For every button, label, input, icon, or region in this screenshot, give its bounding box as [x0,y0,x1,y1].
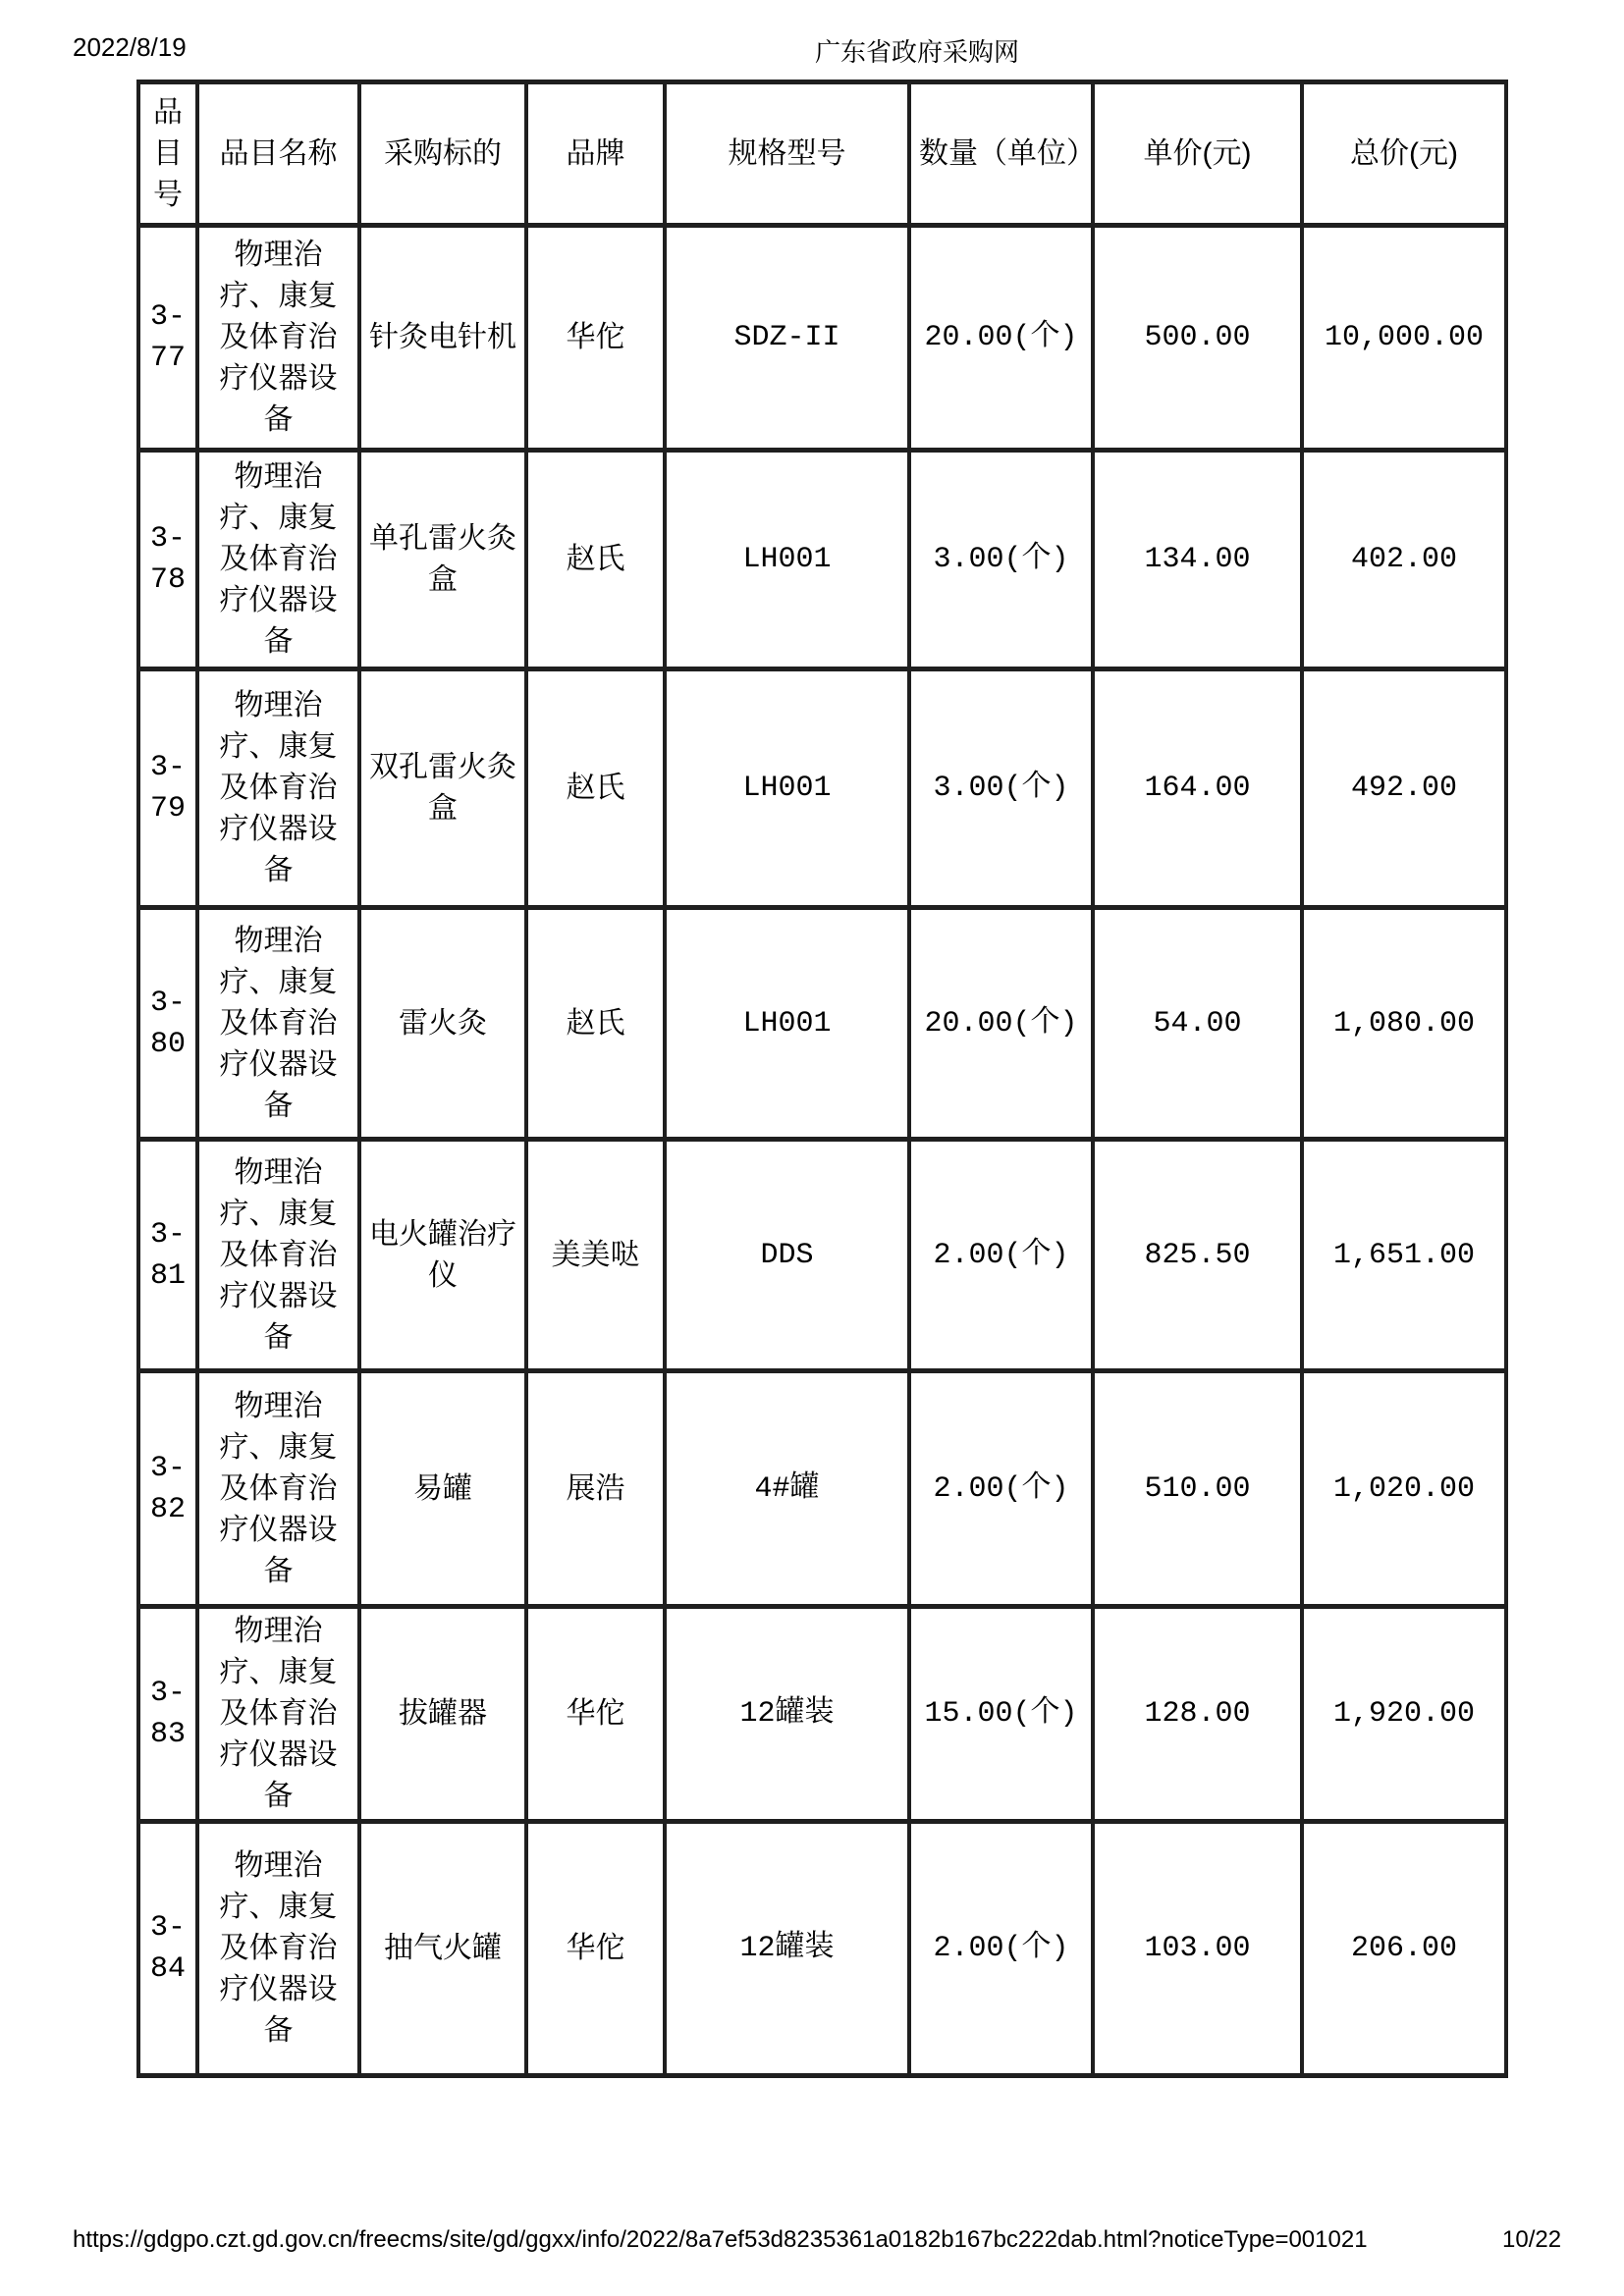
column-header-unit-price: 单价(元) [1093,82,1302,226]
cell-unit-price: 510.00 [1093,1371,1302,1607]
table-row [138,1371,1506,1607]
table-row [138,1140,1506,1371]
table-row [138,1607,1506,1822]
cell-target: 易罐 [359,1371,526,1607]
cell-unit-price: 134.00 [1093,451,1302,669]
cell-category: 物理治疗、康复及体育治疗仪器设备 [197,451,359,669]
cell-unit-price: 103.00 [1093,1822,1302,2076]
cell-model: 12罐装 [665,1607,909,1822]
column-header-target: 采购标的 [359,82,526,226]
cell-model: DDS [665,1140,909,1371]
cell-total-price: 1,920.00 [1302,1607,1506,1822]
cell-model: LH001 [665,451,909,669]
cell-unit-price: 128.00 [1093,1607,1302,1822]
cell-model: LH001 [665,669,909,908]
cell-target: 单孔雷火灸盒 [359,451,526,669]
column-header-quantity: 数量（单位） [909,82,1093,226]
cell-total-price: 1,080.00 [1302,908,1506,1140]
cell-quantity: 20.00(个) [909,226,1093,451]
column-header-brand: 品牌 [526,82,665,226]
cell-category: 物理治疗、康复及体育治疗仪器设备 [197,1822,359,2076]
cell-target: 针灸电针机 [359,226,526,451]
cell-category: 物理治疗、康复及体育治疗仪器设备 [197,1607,359,1822]
cell-item-no: 3-77 [138,226,197,451]
cell-quantity: 15.00(个) [909,1607,1093,1822]
cell-quantity: 2.00(个) [909,1371,1093,1607]
table-row [138,226,1506,451]
cell-item-no: 3-81 [138,1140,197,1371]
cell-brand: 华佗 [526,1607,665,1822]
cell-unit-price: 825.50 [1093,1140,1302,1371]
cell-brand: 华佗 [526,226,665,451]
cell-target: 抽气火罐 [359,1822,526,2076]
procurement-items-table [136,80,1508,2078]
cell-model: SDZ-II [665,226,909,451]
cell-quantity: 2.00(个) [909,1822,1093,2076]
cell-quantity: 2.00(个) [909,1140,1093,1371]
cell-brand: 赵氏 [526,669,665,908]
cell-brand: 展浩 [526,1371,665,1607]
table-row [138,669,1506,908]
column-header-category: 品目名称 [197,82,359,226]
cell-category: 物理治疗、康复及体育治疗仪器设备 [197,669,359,908]
column-header-model: 规格型号 [665,82,909,226]
cell-brand: 赵氏 [526,451,665,669]
footer-url: https://gdgpo.czt.gd.gov.cn/freecms/site/gd/ggxx/info/2022/8a7ef53d8235361a0182b167bc222dab.html?noticeType=001021 [73,2226,1368,2253]
cell-brand: 赵氏 [526,908,665,1140]
cell-total-price: 206.00 [1302,1822,1506,2076]
cell-target: 雷火灸 [359,908,526,1140]
cell-model: 4#罐 [665,1371,909,1607]
cell-quantity: 3.00(个) [909,451,1093,669]
cell-item-no: 3-84 [138,1822,197,2076]
cell-quantity: 3.00(个) [909,669,1093,908]
cell-item-no: 3-82 [138,1371,197,1607]
cell-model: 12罐装 [665,1822,909,2076]
table-row [138,451,1506,669]
cell-item-no: 3-79 [138,669,197,908]
table-row [138,908,1506,1140]
cell-total-price: 10,000.00 [1302,226,1506,451]
cell-unit-price: 164.00 [1093,669,1302,908]
cell-item-no: 3-83 [138,1607,197,1822]
cell-category: 物理治疗、康复及体育治疗仪器设备 [197,908,359,1140]
column-header-total-price: 总价(元) [1302,82,1506,226]
cell-target: 双孔雷火灸盒 [359,669,526,908]
cell-total-price: 402.00 [1302,451,1506,669]
cell-total-price: 492.00 [1302,669,1506,908]
table-header-row [138,82,1506,226]
table-row [138,1822,1506,2076]
cell-brand: 华佗 [526,1822,665,2076]
cell-category: 物理治疗、康复及体育治疗仪器设备 [197,1140,359,1371]
cell-brand: 美美哒 [526,1140,665,1371]
cell-unit-price: 54.00 [1093,908,1302,1140]
print-date: 2022/8/19 [73,32,187,62]
cell-target: 电火罐治疗仪 [359,1140,526,1371]
cell-target: 拔罐器 [359,1607,526,1822]
cell-quantity: 20.00(个) [909,908,1093,1140]
page-number: 10/22 [1502,2226,1562,2253]
cell-total-price: 1,020.00 [1302,1371,1506,1607]
cell-item-no: 3-78 [138,451,197,669]
cell-model: LH001 [665,908,909,1140]
cell-total-price: 1,651.00 [1302,1140,1506,1371]
cell-unit-price: 500.00 [1093,226,1302,451]
cell-category: 物理治疗、康复及体育治疗仪器设备 [197,226,359,451]
column-header-item-no: 品目号 [138,82,197,226]
cell-item-no: 3-80 [138,908,197,1140]
site-title: 广东省政府采购网 [815,37,1020,67]
cell-category: 物理治疗、康复及体育治疗仪器设备 [197,1371,359,1607]
